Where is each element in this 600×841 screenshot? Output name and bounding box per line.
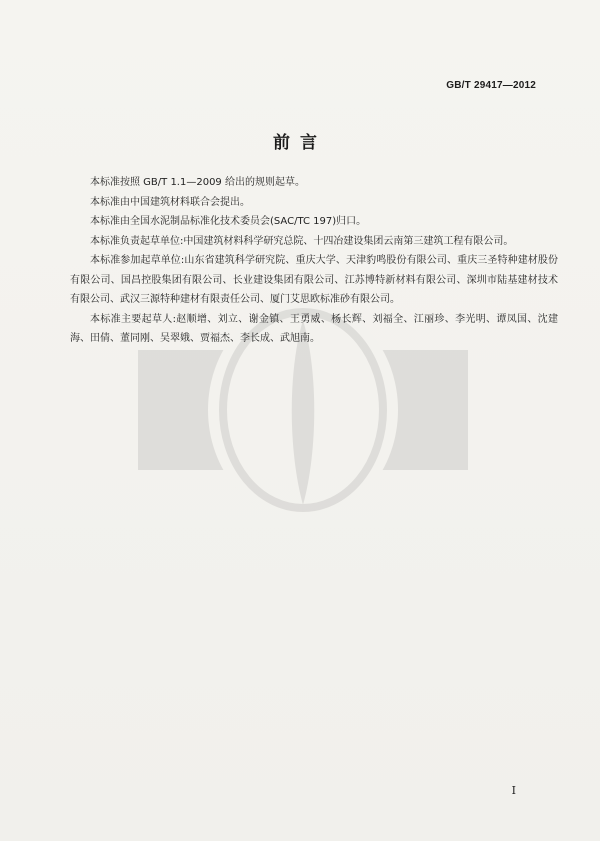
paragraph-committee: 本标准由全国水泥制品标准化技术委员会(SAC/TC 197)归口。 <box>90 216 367 227</box>
paragraph-participating-drafters: 本标准参加起草单位:山东省建筑科学研究院、重庆大学、天津豹鸣股份有限公司、重庆三圣特种建材股份有限公司、国昌控股集团有限公司、长业建设集团有限公司、江苏博特新材料有限公司、深圳市陆基建材技术有限公司、武汉三源特种建材有限责任公司、厦门艾思欧标准砂有限公司。 <box>70 255 558 305</box>
paragraph-drafting-rules: 本标准按照 GB/T 1.1—2009 给出的规则起草。 <box>90 177 305 188</box>
standard-code: GB/T 29417—2012 <box>446 80 536 91</box>
paragraph-lead-drafters: 本标准负责起草单位:中国建筑材料科学研究总院、十四冶建设集团云南第三建筑工程有限公司。 <box>90 235 514 247</box>
paragraph-proposer: 本标准由中国建筑材料联合会提出。 <box>90 196 250 208</box>
paragraph-main-drafters: 本标准主要起草人:赵顺增、刘立、谢金镇、王勇威、杨长辉、刘福全、江丽珍、李光明、谭凤国、沈建海、田倩、董同刚、吴翠娥、贾福杰、李长成、武旭南。 <box>70 313 558 344</box>
page-number: I <box>511 784 516 797</box>
foreword-body <box>70 173 558 349</box>
page-title: 前言 <box>273 133 327 153</box>
